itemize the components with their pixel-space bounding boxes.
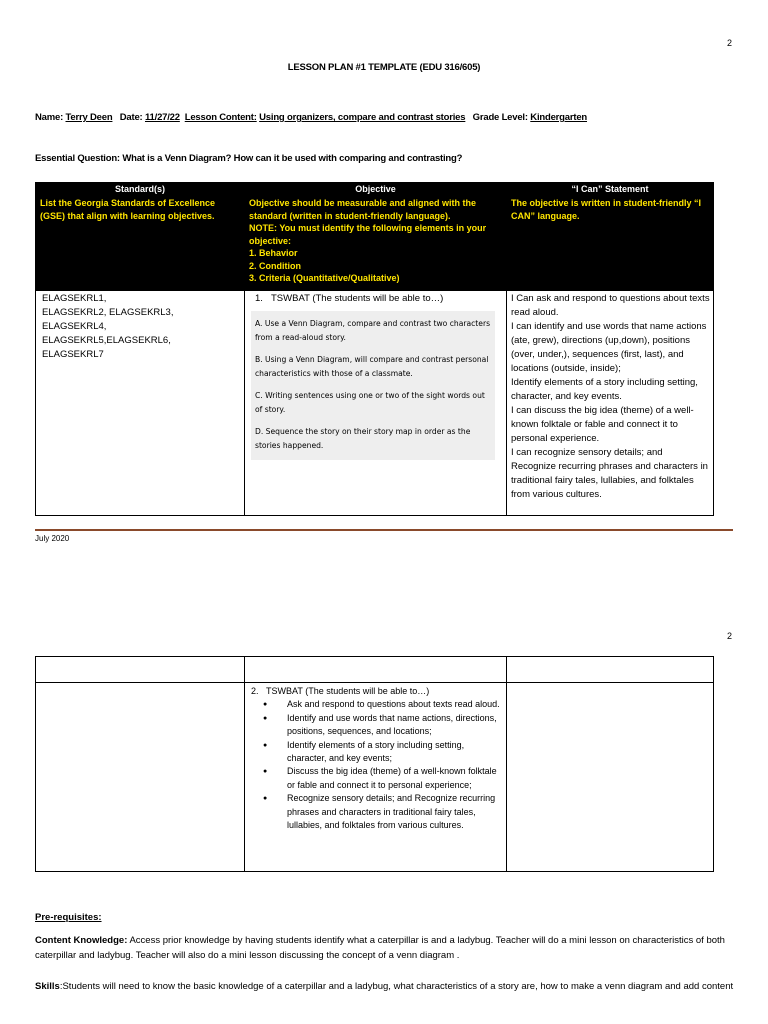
objective-1-box bbox=[251, 311, 495, 460]
ican-description: The objective is written in student-friendly “I CAN” language. bbox=[507, 196, 714, 291]
list-item: ● Identify elements of a story including setting, character, and key events; bbox=[263, 739, 502, 766]
table-description-row bbox=[36, 196, 714, 291]
table-header-row bbox=[36, 183, 714, 196]
ican-statements: I Can ask and respond to questions about texts read aloud. I can identify and use words that name actions (ate, grew), directions (up,down), positions (over, under,), sequences (first, last), and locations (outside, inside); Identify elements of a story including setting, character, and key events. I can discuss the big idea (theme) of a well-known folktale or fable and connect it to personal experience. I can recognize sensory details; and Recognize recurring phrases and characters in traditional fairy tales, lullabies, and folktales from various cultures. bbox=[507, 291, 714, 516]
objective-1-number: 1. bbox=[255, 293, 263, 304]
prerequisites-heading: Pre-requisites: bbox=[35, 912, 102, 923]
page-number-top: 2 bbox=[727, 38, 733, 48]
objective-1-heading bbox=[249, 292, 503, 306]
empty-cell bbox=[36, 657, 245, 683]
list-item: ● Recognize sensory details; and Recognize recurring phrases and characters in traditional fairy tales, lullabies, and folktales from various cultures. bbox=[263, 792, 502, 832]
footer-divider bbox=[35, 529, 733, 531]
objective-1-heading-text: TSWBAT (The students will be able to…) bbox=[271, 293, 444, 304]
empty-cell bbox=[245, 657, 507, 683]
grade-label: Grade Level: bbox=[472, 112, 528, 123]
name-value: Terry Deen bbox=[65, 112, 113, 123]
content-value: Using organizers, compare and contrast stories bbox=[259, 112, 466, 123]
lesson-plan-table bbox=[35, 182, 714, 516]
header-standards: Standard(s) bbox=[36, 183, 245, 196]
objective-item-a: A. Use a Venn Diagram, compare and contrast two characters from a read-aloud story. bbox=[255, 319, 491, 342]
document-title: LESSON PLAN #1 TEMPLATE (EDU 316/605) bbox=[287, 62, 481, 73]
content-knowledge-label: Content Knowledge: bbox=[35, 935, 128, 946]
lesson-plan-table-continued bbox=[35, 656, 714, 872]
footer-date: July 2020 bbox=[35, 534, 70, 543]
objective-2-cell bbox=[245, 683, 507, 872]
objective-2-heading: 2. TSWBAT (The students will be able to…) bbox=[251, 686, 430, 696]
objective-item-b: B. Using a Venn Diagram, will compare and contrast personal characteristics with those of a classmate. bbox=[255, 355, 489, 378]
skills-label: Skills bbox=[35, 981, 60, 992]
page-number-middle: 2 bbox=[727, 631, 733, 641]
content-label: Lesson Content: bbox=[184, 112, 257, 123]
date-label: Date: bbox=[119, 112, 143, 123]
empty-cell bbox=[36, 683, 245, 872]
list-item: ● Ask and respond to questions about texts read aloud. bbox=[263, 698, 502, 711]
header-ican: “I Can” Statement bbox=[507, 183, 714, 196]
objective-item-c: C. Writing sentences using one or two of the sight words out of story. bbox=[255, 391, 485, 414]
objective-description: Objective should be measurable and aligned with the standard (written in student-friendly language). NOTE: You must identify the following elements in your objective: 1. Behavior 2. Condition 3. Criteria (Quantitative/Qualitative) bbox=[245, 196, 507, 291]
content-knowledge-text: Access prior knowledge by having students identify what a caterpillar is and a ladybug. Teacher will do a mini lesson on characteristics of both caterpillar and ladybug. Teacher will also do a mini lesson discussing the concept of a venn diagram . bbox=[35, 935, 725, 961]
header-objective: Objective bbox=[245, 183, 507, 196]
list-item: ● Discuss the big idea (theme) of a well-known folktale or fable and connect it to personal experience; bbox=[263, 765, 502, 792]
content-knowledge-paragraph bbox=[35, 934, 735, 963]
skills-paragraph bbox=[35, 980, 735, 995]
lesson-info-line bbox=[35, 112, 587, 123]
table-row bbox=[36, 291, 714, 516]
table-row bbox=[36, 683, 714, 872]
objective-cell bbox=[245, 291, 507, 516]
empty-cell bbox=[507, 657, 714, 683]
standards-list: ELAGSEKRL1, ELAGSEKRL2, ELAGSEKRL3, ELAGSEKRL4, ELAGSEKRL5,ELAGSEKRL6, ELAGSEKRL7 bbox=[36, 291, 245, 516]
standards-description: List the Georgia Standards of Excellence (GSE) that align with learning objectives. bbox=[36, 196, 245, 291]
date-value: 11/27/22 bbox=[144, 112, 180, 123]
list-item: ● Identify and use words that name actions, directions, positions, sequences, and locations; bbox=[263, 712, 502, 739]
empty-cell bbox=[507, 683, 714, 872]
table-row bbox=[36, 657, 714, 683]
grade-value: Kindergarten bbox=[530, 112, 588, 123]
objective-2-list bbox=[263, 698, 502, 832]
skills-text: :Students will need to know the basic knowledge of a caterpillar and a ladybug, what characteristics of a story are, how to make a venn diagram and add content bbox=[59, 981, 734, 992]
essential-question: Essential Question: What is a Venn Diagram? How can it be used with comparing and contrasting? bbox=[35, 153, 463, 164]
objective-item-d: D. Sequence the story on their story map in order as the stories happened. bbox=[255, 427, 471, 450]
name-label: Name: bbox=[35, 112, 64, 123]
